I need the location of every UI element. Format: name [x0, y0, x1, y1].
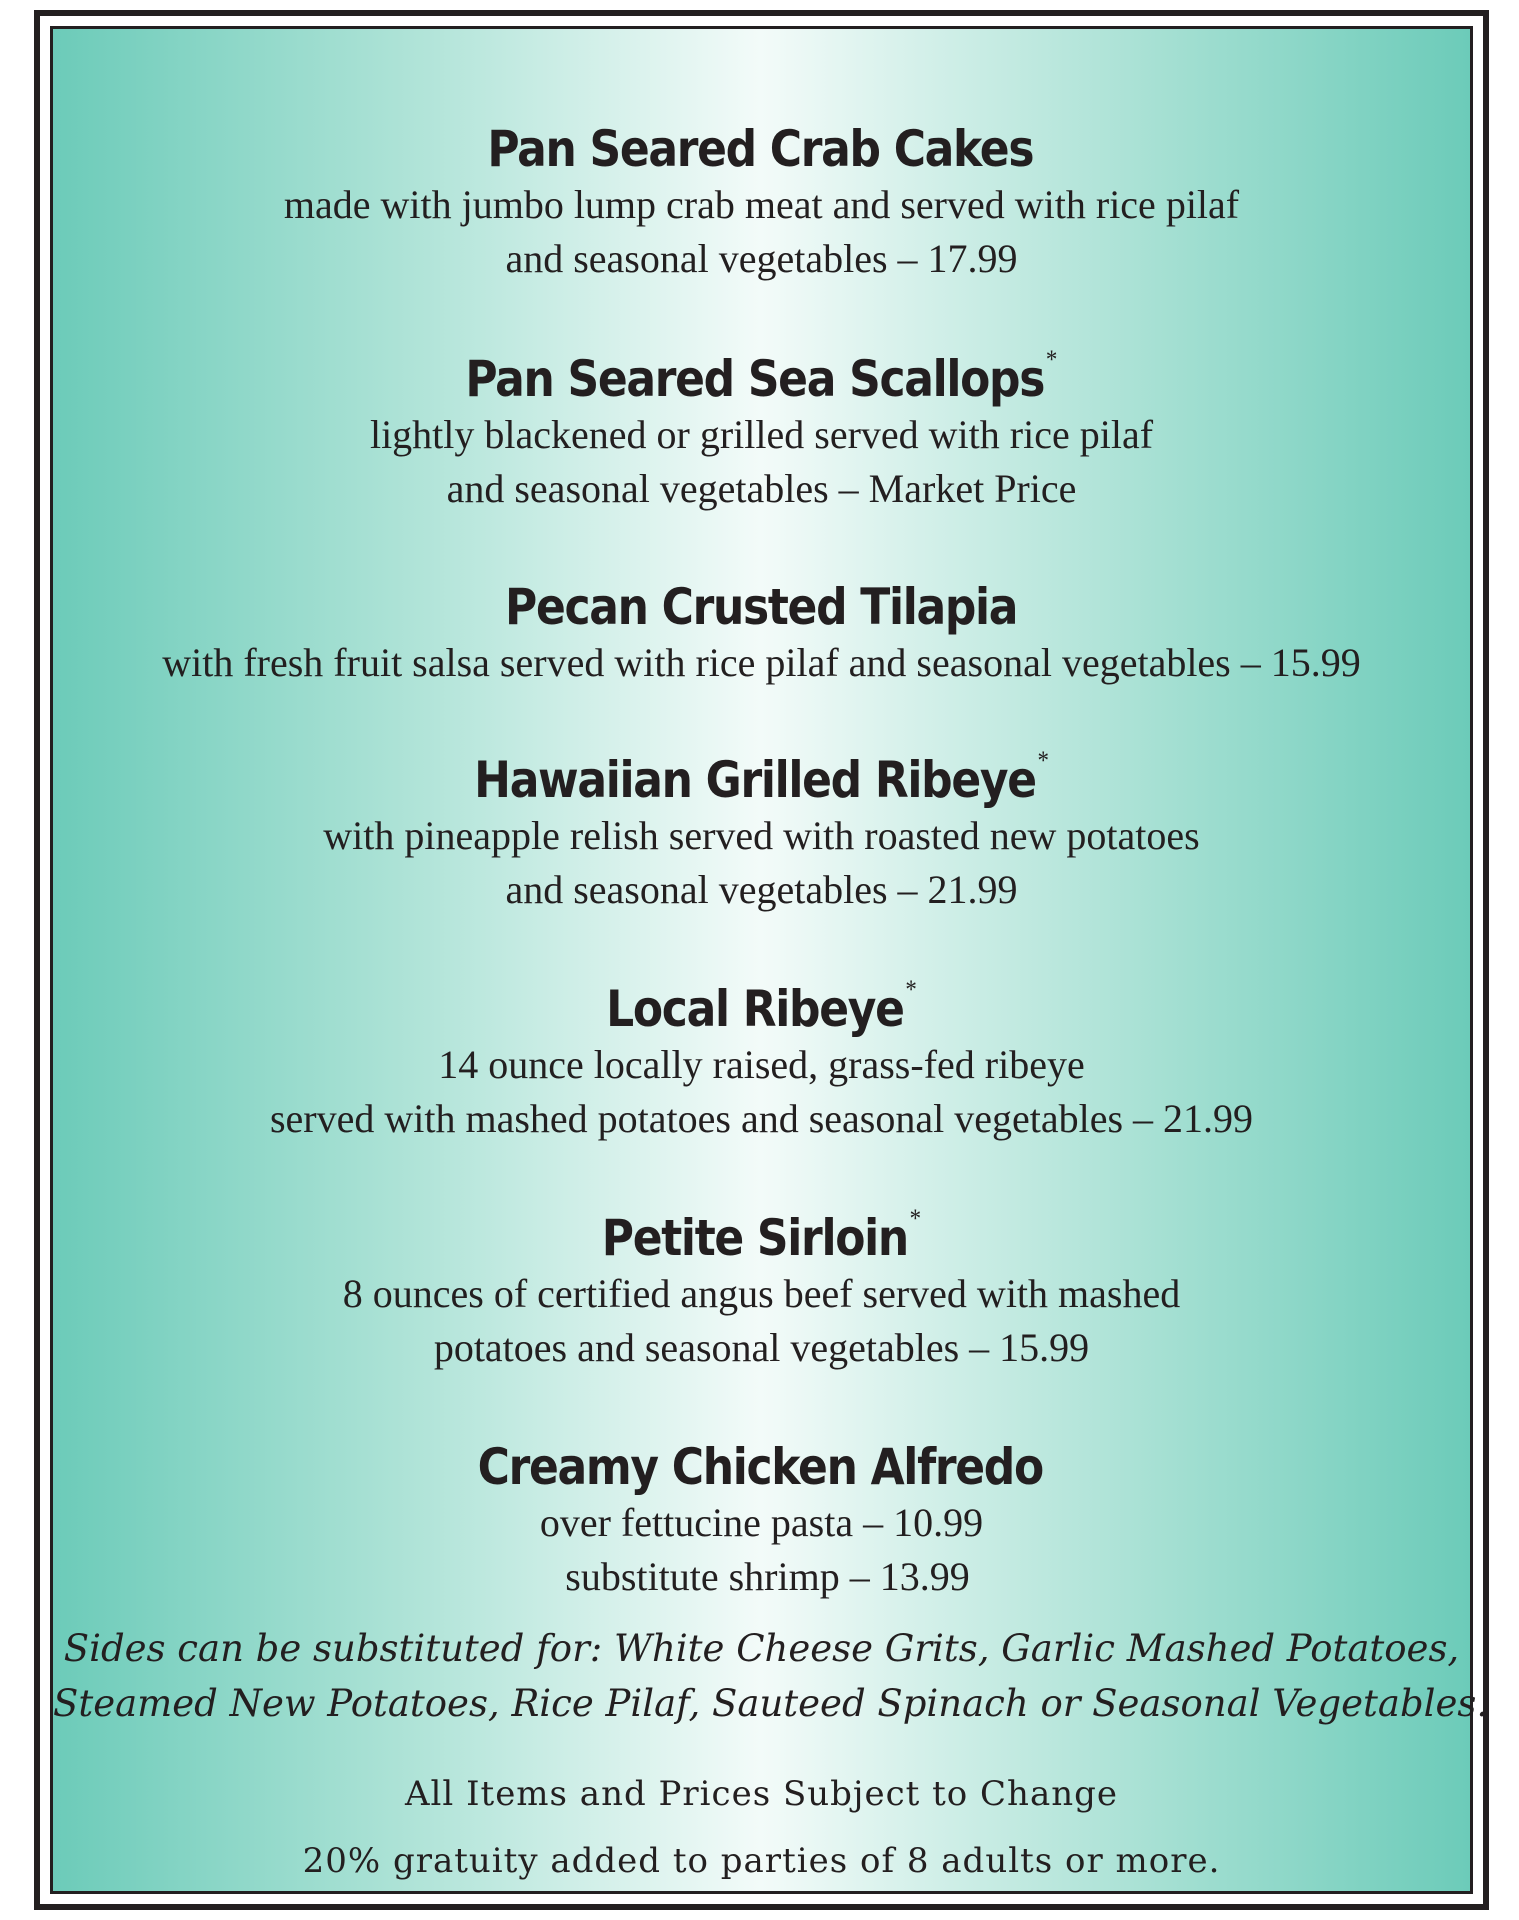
item-title: Pan Seared Crab Cakes [487, 120, 1034, 178]
item-description-line: 8 ounces of certified angus beef served with mashed [342, 1271, 1181, 1316]
item-title: Local Ribeye* [606, 975, 917, 1038]
sides-note [53, 1621, 1489, 1731]
asterisk-mark: * [1037, 746, 1049, 775]
menu-item-petite-sirloin [53, 1190, 1470, 1375]
item-description-line: lightly blackened or grilled served with rice pilaf [369, 412, 1154, 457]
item-title: Creamy Chicken Alfredo [478, 1438, 1044, 1496]
menu-border-outer [34, 10, 1489, 1910]
menu-item-local-ribeye [53, 961, 1470, 1146]
item-description-line: and seasonal vegetables – Market Price [446, 466, 1077, 511]
item-title: Pan Seared Sea Scallops* [465, 345, 1058, 408]
item-description-line: and seasonal vegetables – 17.99 [505, 236, 1018, 281]
item-description-line: and seasonal vegetables – 21.99 [505, 867, 1018, 912]
menu-content [53, 29, 1489, 1891]
menu-item-tilapia [53, 559, 1470, 690]
gratuity-notice: 20% gratuity added to parties of 8 adults or more. [302, 1841, 1221, 1881]
item-title: Petite Sirloin* [601, 1204, 922, 1267]
item-title: Pecan Crusted Tilapia [504, 578, 1017, 636]
menu-item-sea-scallops [53, 331, 1470, 516]
item-description-line: with fresh fruit salsa served with rice pilaf and seasonal vegetables – 15.99 [162, 640, 1361, 685]
menu-item-hawaiian-ribeye [53, 732, 1470, 917]
sides-note-line: Steamed New Potatoes, Rice Pilaf, Sauteed Spinach or Seasonal Vegetables. [53, 1682, 1489, 1725]
item-description-line: made with jumbo lump crab meat and served with rice pilaf [283, 182, 1240, 227]
asterisk-mark: * [1046, 345, 1058, 374]
item-description-line: potatoes and seasonal vegetables – 15.99 [433, 1325, 1090, 1370]
item-description-line: substitute shrimp – 13.99 [565, 1554, 970, 1599]
asterisk-mark: * [905, 975, 917, 1004]
sides-note-line: Sides can be substituted for: White Cheese Grits, Garlic Mashed Potatoes, [63, 1627, 1460, 1670]
asterisk-mark: * [909, 1204, 922, 1233]
menu-item-crab-cakes [53, 101, 1470, 286]
menu-panel [50, 26, 1489, 1894]
price-change-notice: All Items and Prices Subject to Change [404, 1774, 1119, 1814]
item-description-line: served with mashed potatoes and seasonal vegetables – 21.99 [269, 1096, 1254, 1141]
menu-item-chicken-alfredo [53, 1419, 1470, 1604]
item-description-line: with pineapple relish served with roasted new potatoes [323, 813, 1200, 858]
item-description-line: over fettucine pasta – 10.99 [539, 1500, 984, 1545]
item-title: Hawaiian Grilled Ribeye* [474, 746, 1049, 809]
item-description-line: 14 ounce locally raised, grass-fed ribeye [438, 1042, 1085, 1087]
